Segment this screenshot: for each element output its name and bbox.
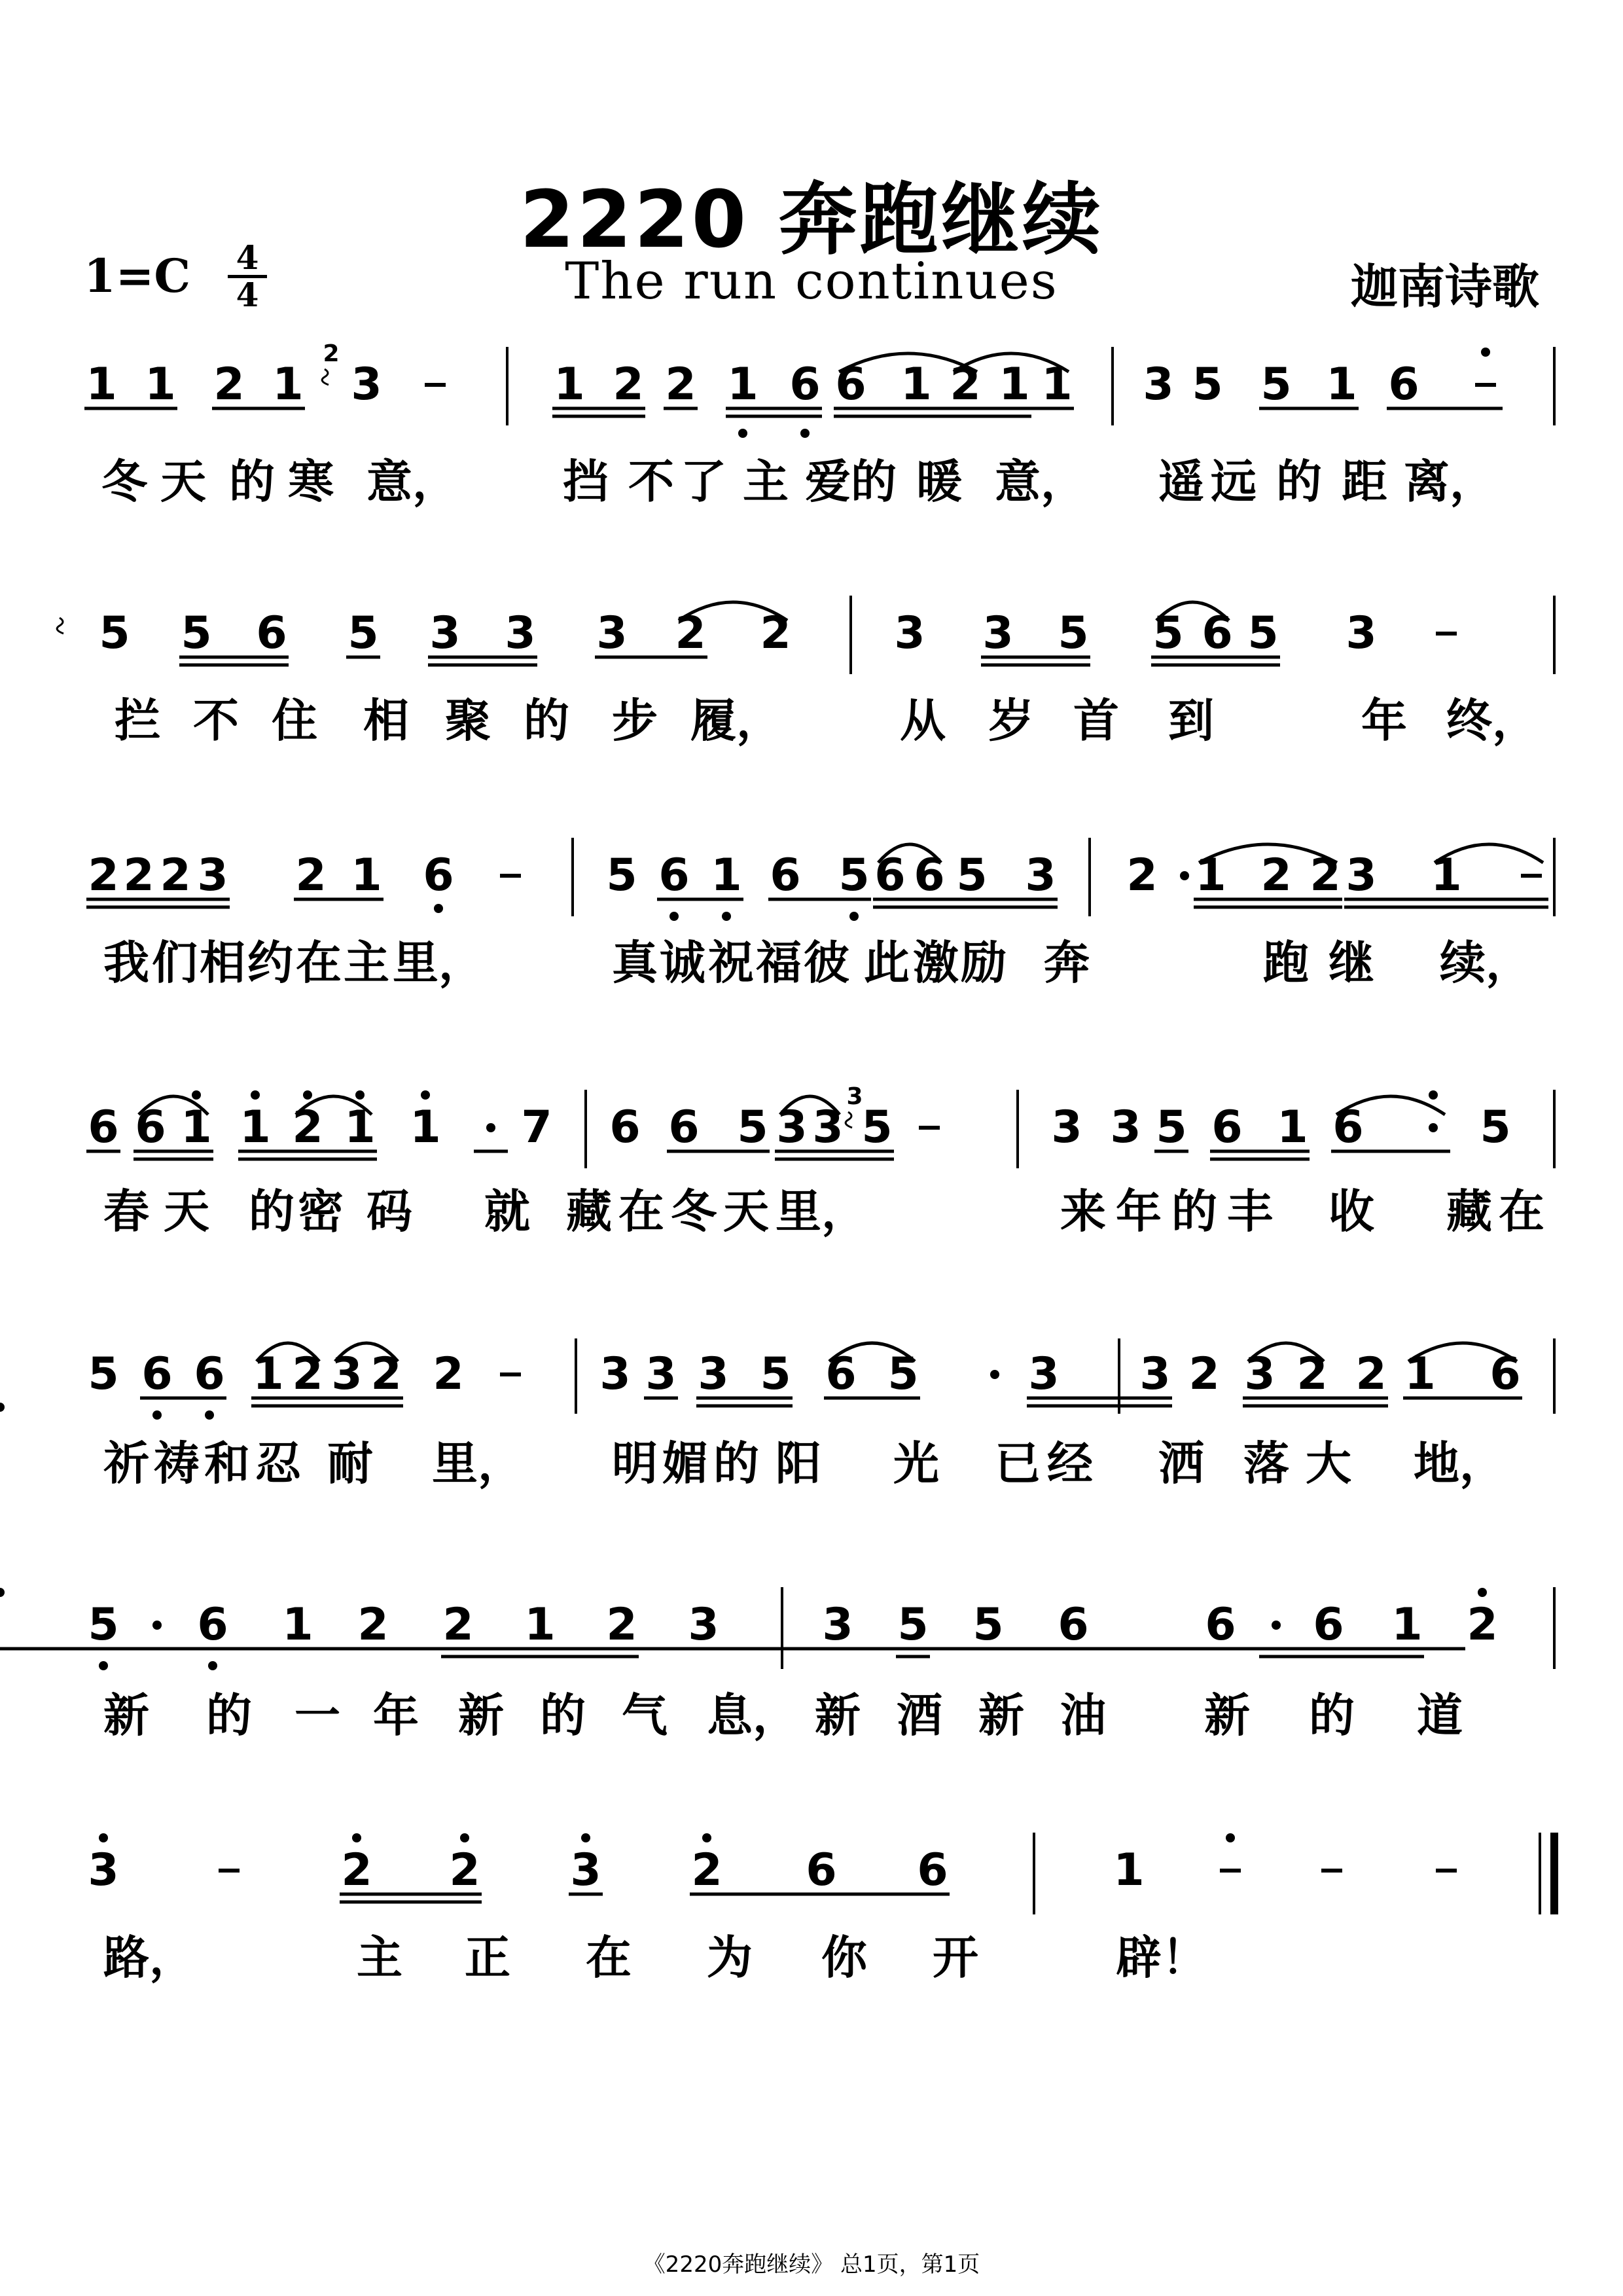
note: 5 bbox=[1192, 359, 1223, 410]
song-subtitle: The run continues bbox=[565, 252, 1058, 311]
lyric-syllable: 真 bbox=[612, 936, 658, 990]
augmentation-dot bbox=[990, 1370, 999, 1379]
low-octave-dot bbox=[99, 1661, 108, 1670]
lyric-syllable: 春 bbox=[103, 1185, 149, 1238]
lyric-syllable: 挡 bbox=[563, 455, 609, 509]
lyric-syllable: 首 bbox=[1073, 694, 1119, 747]
lyric-syllable: 藏 bbox=[566, 1185, 612, 1238]
lyric-syllable: 远 bbox=[1211, 455, 1257, 509]
low-octave-dot bbox=[669, 912, 679, 921]
note: 5 bbox=[88, 1599, 119, 1651]
note: 1 bbox=[351, 850, 382, 901]
note: 6 bbox=[194, 1348, 225, 1400]
note: 2 bbox=[1296, 1348, 1328, 1400]
note: 1 bbox=[1195, 850, 1226, 901]
lyric-syllable: 为 bbox=[707, 1931, 753, 1984]
lyric-syllable: 激 bbox=[913, 936, 959, 990]
lyric-syllable: 祷 bbox=[154, 1437, 200, 1490]
lyric-syllable: 码 bbox=[366, 1185, 412, 1238]
lyric-syllable: 继 bbox=[1329, 936, 1374, 990]
lyric-syllable: 聚 bbox=[445, 694, 491, 747]
note: 2 bbox=[1355, 1348, 1387, 1400]
note: 6 bbox=[835, 359, 866, 410]
lyric-syllable: 到 bbox=[1168, 694, 1214, 747]
lyric-syllable: 意， bbox=[366, 455, 458, 509]
note: 2 bbox=[1260, 850, 1292, 901]
low-octave-dot bbox=[800, 429, 810, 438]
note: 6 bbox=[658, 850, 690, 901]
lyric-syllable: 油 bbox=[1060, 1689, 1106, 1742]
note: 3 bbox=[688, 1599, 719, 1651]
note: 6 bbox=[423, 850, 454, 901]
augmentation-dot bbox=[486, 1123, 495, 1132]
lyric-syllable: 在 bbox=[1499, 1185, 1544, 1238]
low-octave-dot bbox=[434, 904, 443, 913]
note: 3 bbox=[331, 1348, 363, 1400]
lyric-syllable: 在 bbox=[618, 1185, 664, 1238]
note: 3 bbox=[88, 1844, 119, 1896]
high-octave-dot bbox=[702, 1833, 711, 1842]
note: 5 bbox=[897, 1599, 929, 1651]
note: 1 bbox=[86, 359, 117, 410]
lyric-syllable: 的 bbox=[524, 694, 569, 747]
high-octave-dot bbox=[1429, 1090, 1438, 1100]
lyric-syllable: 祈 bbox=[103, 1437, 149, 1490]
lyric-syllable: 的 bbox=[249, 1185, 294, 1238]
note: 3 bbox=[1143, 359, 1174, 410]
note: 3 bbox=[1110, 1102, 1141, 1153]
low-octave-dot bbox=[205, 1410, 214, 1420]
note: 3 bbox=[776, 1102, 808, 1153]
note: 1 bbox=[1113, 1844, 1145, 1896]
lyric-syllable: 终， bbox=[1446, 694, 1538, 747]
lyric-syllable: 来 bbox=[1060, 1185, 1106, 1238]
high-octave-dot bbox=[355, 1090, 365, 1100]
note: 3 bbox=[429, 607, 461, 659]
note: 2 bbox=[433, 1348, 464, 1400]
note: 2 bbox=[1467, 1599, 1498, 1651]
lyric-syllable: 奔 bbox=[1044, 936, 1090, 990]
lyric-syllable: 新 bbox=[1204, 1689, 1250, 1742]
lyric-syllable: 正 bbox=[465, 1931, 510, 1984]
high-octave-dot bbox=[0, 1588, 5, 1597]
lyric-syllable: 的 bbox=[206, 1689, 252, 1742]
note: 5 bbox=[606, 850, 637, 901]
lyric-syllable: 的 bbox=[229, 455, 275, 509]
lyric-syllable: 新 bbox=[978, 1689, 1024, 1742]
lyric-syllable: 续， bbox=[1440, 936, 1531, 990]
note: 2 bbox=[370, 1348, 402, 1400]
note: 6 bbox=[789, 359, 821, 410]
lyric-syllable: 经 bbox=[1047, 1437, 1093, 1490]
note: 2 bbox=[449, 1844, 480, 1896]
note: 5 bbox=[1152, 607, 1184, 659]
note: 6 bbox=[1332, 1102, 1364, 1153]
lyric-syllable: 约 bbox=[247, 936, 293, 990]
lyric-syllable: 不 bbox=[193, 694, 239, 747]
lyric-syllable: 在 bbox=[586, 1931, 632, 1984]
lyric-syllable: 的 bbox=[1276, 455, 1322, 509]
note: 2 bbox=[160, 850, 191, 901]
note: 1 bbox=[727, 359, 758, 410]
lyric-syllable: 们 bbox=[152, 936, 198, 990]
lyric-syllable: 丰 bbox=[1227, 1185, 1273, 1238]
lyric-syllable: 一 bbox=[294, 1689, 340, 1742]
note: 1 bbox=[272, 359, 304, 410]
lyric-syllable: 光 bbox=[893, 1437, 939, 1490]
lyric-syllable: 意， bbox=[995, 455, 1086, 509]
note: 2 bbox=[1126, 850, 1158, 901]
song-title: 2220 奔跑继续 bbox=[520, 175, 1103, 266]
low-octave-dot bbox=[0, 1403, 5, 1412]
lyric-syllable: 彼 bbox=[804, 936, 849, 990]
lyric-syllable: 的 bbox=[540, 1689, 586, 1742]
note: 6 bbox=[1489, 1348, 1521, 1400]
note: 2 bbox=[357, 1599, 389, 1651]
note: 6 bbox=[917, 1844, 948, 1896]
lyric-syllable: 道 bbox=[1417, 1689, 1463, 1742]
note: 3 bbox=[570, 1844, 601, 1896]
note: 3 bbox=[812, 1102, 844, 1153]
lyric-syllable: 从 bbox=[900, 694, 946, 747]
lyric-syllable: 新 bbox=[103, 1689, 149, 1742]
grace-mark bbox=[322, 369, 329, 385]
note: 1 bbox=[1326, 359, 1357, 410]
note: 1 bbox=[240, 1102, 271, 1153]
note: 3 bbox=[698, 1348, 729, 1400]
lyric-syllable: 祝 bbox=[708, 936, 754, 990]
note: 3 bbox=[1051, 1102, 1082, 1153]
lyric-syllable: 天 bbox=[160, 455, 206, 509]
lyric-syllable: 地， bbox=[1414, 1437, 1505, 1490]
lyric-syllable: 洒 bbox=[1158, 1437, 1204, 1490]
lyric-syllable: 冬 bbox=[101, 455, 147, 509]
augmentation-dot bbox=[1180, 871, 1189, 880]
note: 5 bbox=[348, 607, 379, 659]
lyric-syllable: 里， bbox=[393, 936, 484, 990]
lyric-syllable: 的 bbox=[713, 1437, 759, 1490]
note: 2 bbox=[295, 850, 327, 901]
lyric-syllable: 相 bbox=[363, 694, 409, 747]
author: 迦南诗歌 bbox=[1350, 259, 1539, 314]
note: 2 bbox=[213, 359, 245, 410]
note: 6 bbox=[256, 607, 287, 659]
lyric-syllable: 新 bbox=[458, 1689, 504, 1742]
augmentation-dot bbox=[1429, 1123, 1438, 1132]
note: 6 bbox=[770, 850, 801, 901]
lyric-syllable: 了 bbox=[681, 455, 726, 509]
lyric-syllable: 的 bbox=[851, 455, 897, 509]
note: 5 bbox=[99, 607, 130, 659]
note: 1 bbox=[253, 1348, 284, 1400]
lyric-syllable: 年 bbox=[1361, 694, 1407, 747]
lyric-syllable: 住 bbox=[272, 694, 317, 747]
lyric-syllable: 耐 bbox=[327, 1437, 373, 1490]
lyric-syllable: 在 bbox=[296, 936, 342, 990]
note: 6 bbox=[1313, 1599, 1344, 1651]
lyric-syllable: 距 bbox=[1342, 455, 1387, 509]
note: 2 bbox=[691, 1844, 722, 1896]
lyric-syllable: 主 bbox=[743, 455, 789, 509]
note: 3 bbox=[505, 607, 536, 659]
note: 5 bbox=[760, 1348, 791, 1400]
grace-note: 3 bbox=[846, 1083, 863, 1110]
note: 2 bbox=[675, 607, 706, 659]
lyric-syllable: 就 bbox=[484, 1185, 530, 1238]
high-octave-dot bbox=[460, 1833, 469, 1842]
note: 1 bbox=[711, 850, 742, 901]
note: 1 bbox=[554, 359, 585, 410]
note: 2 bbox=[606, 1599, 637, 1651]
lyric-syllable: 爱 bbox=[805, 455, 851, 509]
lyric-syllable: 明 bbox=[612, 1437, 658, 1490]
lyric-syllable: 辟！ bbox=[1116, 1931, 1207, 1984]
high-octave-dot bbox=[303, 1090, 312, 1100]
note: 5 bbox=[1156, 1102, 1187, 1153]
lyric-syllable: 拦 bbox=[115, 694, 160, 747]
page-footer: 《2220奔跑继续》 总1页，第1页 bbox=[643, 2251, 980, 2278]
note: 5 bbox=[1058, 607, 1089, 659]
low-octave-dot bbox=[738, 429, 747, 438]
note: 2 bbox=[613, 359, 644, 410]
key-signature: 1=C bbox=[84, 249, 191, 303]
lyric-syllable: 年 bbox=[373, 1689, 419, 1742]
lyric-syllable: 新 bbox=[815, 1689, 861, 1742]
note: 5 bbox=[88, 1348, 119, 1400]
note: 6 bbox=[1058, 1599, 1089, 1651]
lyric-syllable: 开 bbox=[933, 1931, 978, 1984]
lyric-syllable: 忍 bbox=[255, 1437, 301, 1490]
lyric-syllable: 暖 bbox=[916, 455, 962, 509]
note: 1 bbox=[1041, 359, 1073, 410]
lyric-syllable: 你 bbox=[821, 1931, 867, 1984]
lyric-syllable: 的 bbox=[1309, 1689, 1355, 1742]
note: 2 bbox=[1310, 850, 1341, 901]
note: 1 bbox=[1404, 1348, 1436, 1400]
note: 5 bbox=[861, 1102, 893, 1153]
note: 2 bbox=[950, 359, 981, 410]
lyric-syllable: 年 bbox=[1116, 1185, 1162, 1238]
note: 2 bbox=[292, 1102, 323, 1153]
lyric-syllable: 福 bbox=[756, 936, 802, 990]
lyric-syllable: 天 bbox=[723, 1185, 769, 1238]
note: 2 bbox=[341, 1844, 372, 1896]
lyric-syllable: 大 bbox=[1306, 1437, 1351, 1490]
note: 6 bbox=[825, 1348, 857, 1400]
note: 3 bbox=[351, 359, 382, 410]
note: 6 bbox=[1205, 1599, 1236, 1651]
note: 1 bbox=[282, 1599, 313, 1651]
lyric-syllable: 媚 bbox=[662, 1437, 708, 1490]
note: 3 bbox=[1346, 607, 1377, 659]
grace-note: 2 bbox=[323, 340, 340, 367]
high-octave-dot bbox=[1226, 1833, 1235, 1842]
note: 3 bbox=[982, 607, 1014, 659]
note: 5 bbox=[838, 850, 870, 901]
grace-mark bbox=[57, 618, 63, 634]
lyric-syllable: 诚 bbox=[660, 936, 705, 990]
note: 5 bbox=[737, 1102, 768, 1153]
note: 6 bbox=[1211, 1102, 1243, 1153]
note: 1 bbox=[524, 1599, 556, 1651]
note: 5 bbox=[972, 1599, 1004, 1651]
lyric-syllable: 气 bbox=[622, 1689, 668, 1742]
note: 1 bbox=[901, 359, 932, 410]
high-octave-dot bbox=[251, 1090, 260, 1100]
note: 3 bbox=[599, 1348, 631, 1400]
note: 6 bbox=[135, 1102, 166, 1153]
low-octave-dot bbox=[152, 1410, 162, 1420]
note: 5 bbox=[887, 1348, 919, 1400]
lyric-syllable: 天 bbox=[164, 1185, 209, 1238]
lyric-syllable: 冬 bbox=[671, 1185, 717, 1238]
high-octave-dot bbox=[1478, 1588, 1487, 1597]
high-octave-dot bbox=[352, 1833, 361, 1842]
note: 3 bbox=[1025, 850, 1056, 901]
lyric-syllable: 履， bbox=[690, 694, 782, 747]
lyric-syllable: 里， bbox=[776, 1185, 867, 1238]
note: 5 bbox=[956, 850, 988, 901]
note: 3 bbox=[1244, 1348, 1275, 1400]
high-octave-dot bbox=[581, 1833, 590, 1842]
note: 6 bbox=[806, 1844, 837, 1896]
note: 5 bbox=[181, 607, 212, 659]
note: 2 bbox=[292, 1348, 323, 1400]
lyric-syllable: 密 bbox=[298, 1185, 344, 1238]
lyric-syllable: 阳 bbox=[776, 1437, 821, 1490]
note: 6 bbox=[914, 850, 945, 901]
note: 2 bbox=[760, 607, 791, 659]
note: 1 bbox=[1277, 1102, 1308, 1153]
note: 1 bbox=[999, 359, 1030, 410]
augmentation-dot bbox=[152, 1621, 162, 1630]
note: 3 bbox=[1139, 1348, 1171, 1400]
low-octave-dot bbox=[722, 912, 731, 921]
lyric-syllable: 主 bbox=[357, 1931, 402, 1984]
note: 3 bbox=[197, 850, 228, 901]
lyric-syllable: 我 bbox=[103, 936, 149, 990]
note: 5 bbox=[1480, 1102, 1511, 1153]
note: 1 bbox=[145, 359, 176, 410]
note: 5 bbox=[1247, 607, 1279, 659]
lyric-syllable: 离， bbox=[1404, 455, 1495, 509]
lyric-syllable: 岁 bbox=[988, 694, 1034, 747]
high-octave-dot bbox=[421, 1090, 430, 1100]
note: 2 bbox=[665, 359, 696, 410]
high-octave-dot bbox=[192, 1090, 201, 1100]
lyric-syllable: 相 bbox=[200, 936, 245, 990]
lyric-syllable: 和 bbox=[204, 1437, 250, 1490]
note: 3 bbox=[596, 607, 628, 659]
note: 6 bbox=[141, 1348, 173, 1400]
note: 3 bbox=[894, 607, 925, 659]
note: 2 bbox=[123, 850, 154, 901]
note: 1 bbox=[410, 1102, 441, 1153]
note: 1 bbox=[181, 1102, 212, 1153]
lyric-syllable: 的 bbox=[1171, 1185, 1217, 1238]
note: 6 bbox=[1202, 607, 1233, 659]
lyric-syllable: 息， bbox=[707, 1689, 798, 1742]
lyric-syllable: 不 bbox=[628, 455, 674, 509]
low-octave-dot bbox=[849, 912, 859, 921]
low-octave-dot bbox=[208, 1661, 217, 1670]
note: 6 bbox=[197, 1599, 228, 1651]
note: 3 bbox=[645, 1348, 677, 1400]
lyric-syllable: 跑 bbox=[1263, 936, 1309, 990]
note: 6 bbox=[668, 1102, 700, 1153]
note: 1 bbox=[1431, 850, 1462, 901]
note: 3 bbox=[1346, 850, 1377, 901]
note: 3 bbox=[1028, 1348, 1060, 1400]
grace-mark bbox=[846, 1112, 852, 1128]
high-octave-dot bbox=[1481, 348, 1490, 357]
note: 6 bbox=[874, 850, 906, 901]
note: 1 bbox=[344, 1102, 376, 1153]
note: 6 bbox=[88, 1102, 119, 1153]
note: 3 bbox=[822, 1599, 853, 1651]
lyric-syllable: 里， bbox=[432, 1437, 524, 1490]
lyric-syllable: 酒 bbox=[897, 1689, 942, 1742]
lyric-syllable: 此 bbox=[864, 936, 910, 990]
lyric-syllable: 遥 bbox=[1158, 455, 1204, 509]
note: 6 bbox=[609, 1102, 641, 1153]
lyric-syllable: 寒 bbox=[288, 455, 334, 509]
augmentation-dot bbox=[1272, 1621, 1281, 1630]
note: 6 bbox=[1388, 359, 1419, 410]
high-octave-dot bbox=[99, 1833, 108, 1842]
lyric-syllable: 步 bbox=[612, 694, 658, 747]
lyric-syllable: 路， bbox=[103, 1931, 195, 1984]
time-signature-numerator: 4 bbox=[228, 241, 267, 278]
note: 5 bbox=[1260, 359, 1292, 410]
lyric-syllable: 落 bbox=[1243, 1437, 1289, 1490]
note: 2 bbox=[88, 850, 119, 901]
note: 2 bbox=[442, 1599, 474, 1651]
lyric-syllable: 藏 bbox=[1446, 1185, 1492, 1238]
lyric-syllable: 收 bbox=[1329, 1185, 1374, 1238]
time-signature-denominator: 4 bbox=[236, 276, 259, 314]
lyric-syllable: 已 bbox=[995, 1437, 1041, 1490]
note: 7 bbox=[521, 1102, 552, 1153]
note: 1 bbox=[1391, 1599, 1423, 1651]
lyric-syllable: 主 bbox=[344, 936, 389, 990]
lyric-syllable: 励 bbox=[961, 936, 1007, 990]
note: 2 bbox=[1188, 1348, 1220, 1400]
